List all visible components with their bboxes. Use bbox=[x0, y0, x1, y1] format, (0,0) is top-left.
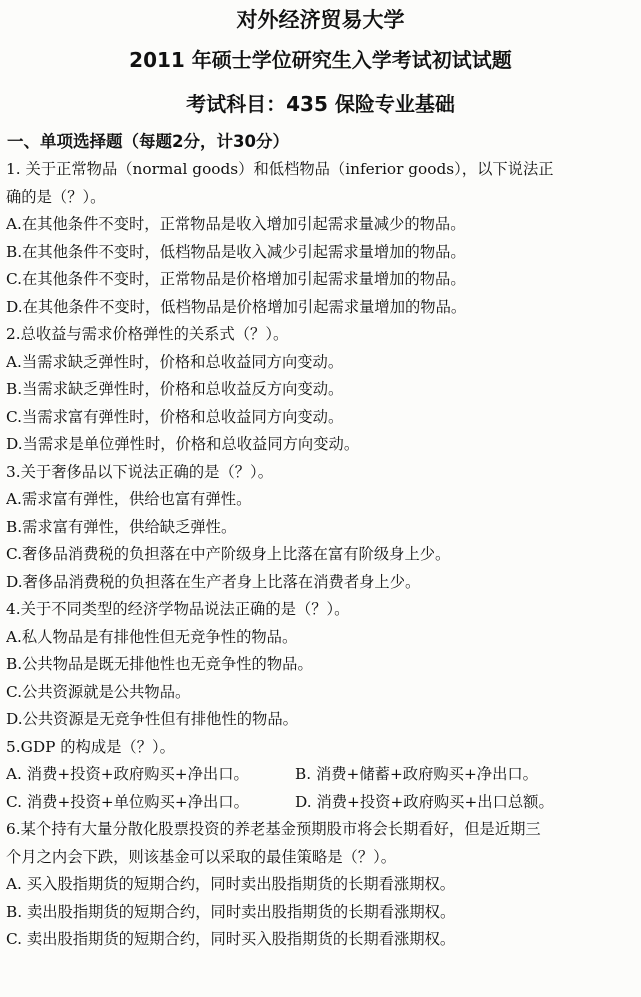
question-4-option-b: B.公共物品是既无排他性也无竞争性的物品。 bbox=[6, 655, 313, 673]
question-5-options-row-2 bbox=[6, 789, 636, 817]
question-4-stem: 4.关于不同类型的经济学物品说法正确的是（？）。 bbox=[6, 600, 350, 618]
question-1-option-d: D.在其他条件不变时，低档物品是价格增加引起需求量增加的物品。 bbox=[6, 297, 467, 316]
question-3-option-a: A.需求富有弹性，供给也富有弹性。 bbox=[6, 490, 252, 508]
question-6-stem-line-1: 6.某个持有大量分散化股票投资的养老基金预期股市将会长期看好，但是近期三 bbox=[6, 820, 541, 838]
question-3-option-c: C.奢侈品消费税的负担落在中产阶级身上比落在富有阶级身上少。 bbox=[6, 545, 451, 563]
question-5-stem: 5.GDP 的构成是（？）。 bbox=[6, 737, 175, 756]
question-3-option-d: D.奢侈品消费税的负担落在生产者身上比落在消费者身上少。 bbox=[6, 572, 421, 591]
question-5-option-b: B. 消费+储蓄+政府购买+净出口。 bbox=[295, 765, 538, 783]
question-4-option-d: D.公共资源是无竞争性但有排他性的物品。 bbox=[6, 710, 298, 728]
question-list bbox=[6, 156, 636, 954]
question-5-option-a: A. 消费+投资+政府购买+净出口。 bbox=[6, 765, 249, 783]
question-5-option-d: D. 消费+投资+政府购买+出口总额。 bbox=[295, 792, 554, 811]
university-name: 对外经济贸易大学 bbox=[236, 8, 405, 32]
question-5-option-c: C. 消费+投资+单位购买+净出口。 bbox=[6, 792, 249, 811]
question-2-stem: 2.总收益与需求价格弹性的关系式（？）。 bbox=[6, 325, 289, 343]
question-1-option-b: B.在其他条件不变时，低档物品是收入减少引起需求量增加的物品。 bbox=[6, 242, 466, 261]
question-3-stem: 3.关于奢侈品以下说法正确的是（？）。 bbox=[6, 462, 273, 481]
question-2-option-a: A.当需求缺乏弹性时，价格和总收益同方向变动。 bbox=[6, 352, 344, 371]
question-1-option-c: C.在其他条件不变时，正常物品是价格增加引起需求量增加的物品。 bbox=[6, 270, 466, 288]
question-2-option-d: D.当需求是单位弹性时，价格和总收益同方向变动。 bbox=[6, 435, 360, 453]
question-1-option-a: A.在其他条件不变时，正常物品是收入增加引起需求量减少的物品。 bbox=[6, 215, 466, 233]
question-2-option-c: C.当需求富有弹性时，价格和总收益同方向变动。 bbox=[6, 407, 344, 426]
question-6-stem-line-2: 个月之内会下跌，则该基金可以采取的最佳策略是（？）。 bbox=[6, 847, 397, 866]
question-6-option-b: B. 卖出股指期货的短期合约，同时卖出股指期货的长期看涨期权。 bbox=[6, 902, 456, 921]
question-2-option-b: B.当需求缺乏弹性时，价格和总收益反方向变动。 bbox=[6, 380, 344, 398]
question-1-stem-line-2: 确的是（？）。 bbox=[6, 187, 106, 206]
question-4-option-c: C.公共资源就是公共物品。 bbox=[6, 682, 191, 701]
exam-subject: 考试科目：435 保险专业基础 bbox=[186, 92, 455, 116]
exam-title: 2011 年硕士学位研究生入学考试初试试题 bbox=[129, 48, 512, 72]
question-3-option-b: B.需求富有弹性，供给缺乏弹性。 bbox=[6, 517, 237, 536]
question-4-option-a: A.私人物品是有排他性但无竞争性的物品。 bbox=[6, 627, 298, 646]
question-6-option-c: C. 卖出股指期货的短期合约，同时买入股指期货的长期看涨期权。 bbox=[6, 930, 456, 948]
question-5-options-row-1 bbox=[6, 761, 636, 789]
question-6-option-a: A. 买入股指期货的短期合约，同时卖出股指期货的长期看涨期权。 bbox=[6, 875, 456, 893]
section-title: 一、单项选择题（每题2分，计30分） bbox=[7, 132, 289, 151]
question-1-stem-line-1: 1. 关于正常物品（normal goods）和低档物品（inferior goods），以下说法正 bbox=[6, 160, 554, 178]
